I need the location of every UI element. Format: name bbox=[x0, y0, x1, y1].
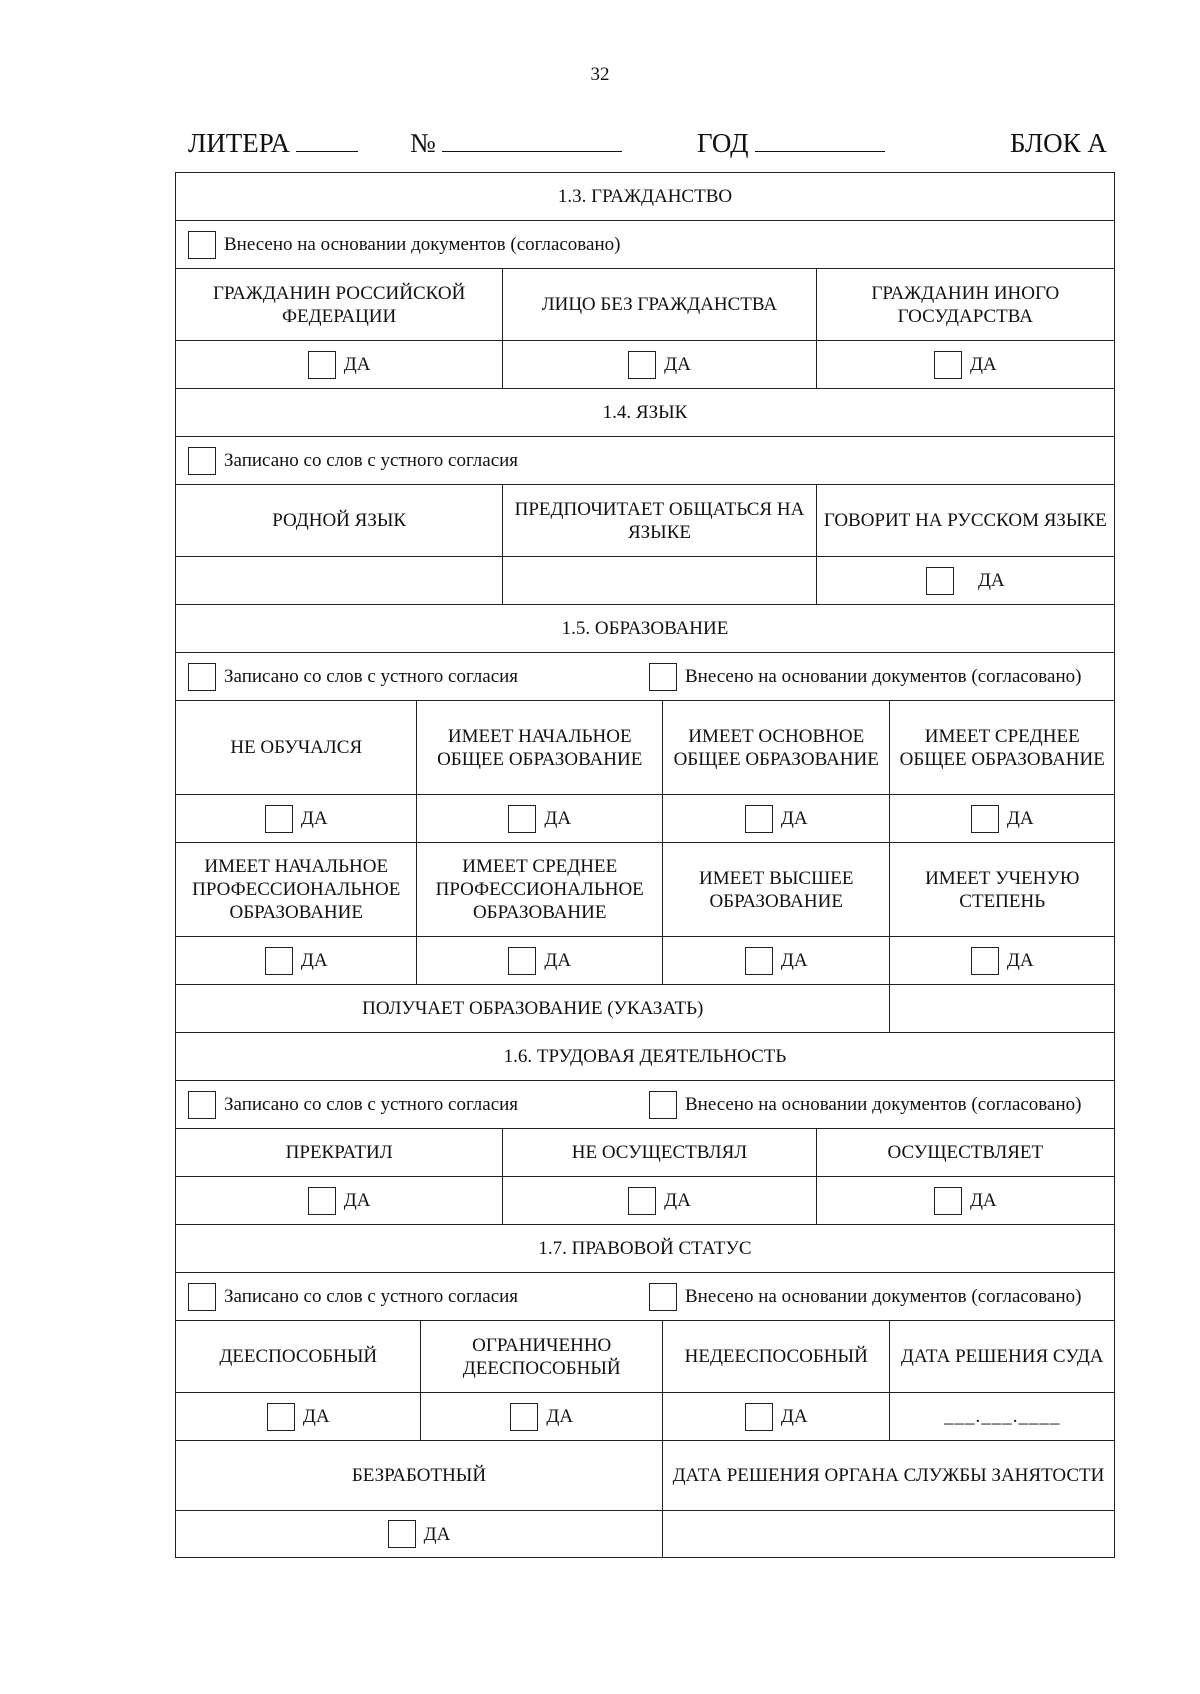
yes-label: ДА bbox=[969, 354, 997, 375]
education-yes-option[interactable] bbox=[176, 937, 417, 984]
legal-status-header-row bbox=[175, 1320, 1115, 1392]
yes-label: ДА bbox=[546, 1406, 574, 1427]
section-title: 1.4. ЯЗЫК bbox=[602, 402, 688, 423]
litera-label: ЛИТЕРА bbox=[188, 128, 290, 158]
section-title: 1.6. ТРУДОВАЯ ДЕЯТЕЛЬНОСТЬ bbox=[503, 1046, 787, 1067]
employment-header-row bbox=[175, 1128, 1115, 1176]
education-yes-option[interactable] bbox=[417, 937, 662, 984]
yes-label: ДА bbox=[664, 354, 691, 375]
checkbox[interactable] bbox=[745, 805, 773, 833]
court-date-input[interactable] bbox=[890, 1393, 1114, 1440]
section-title: 1.3. ГРАЖДАНСТВО bbox=[557, 186, 733, 207]
employed-label: ОСУЩЕСТВЛЯЕТ bbox=[887, 1142, 1044, 1163]
yes-label: ДА bbox=[300, 950, 328, 971]
unemployed-header-row bbox=[175, 1440, 1115, 1510]
year-label: ГОД bbox=[697, 128, 749, 158]
checkbox[interactable] bbox=[308, 1187, 336, 1215]
yes-label: ДА bbox=[977, 570, 1005, 591]
native-language-input[interactable] bbox=[176, 557, 503, 604]
speaks-russian-yes[interactable] bbox=[817, 557, 1114, 604]
year-blank[interactable] bbox=[755, 129, 885, 152]
yes-label: ДА bbox=[1006, 950, 1034, 971]
block-label: БЛОК А bbox=[1010, 128, 1107, 158]
doc-source-checkbox[interactable] bbox=[188, 231, 216, 259]
doc-source-option[interactable] bbox=[649, 1283, 1110, 1311]
oral-source-checkbox[interactable] bbox=[188, 1091, 216, 1119]
doc-source-option[interactable] bbox=[649, 663, 1110, 691]
language-source-row bbox=[175, 436, 1115, 484]
limited-capable-label: ОГРАНИЧЕННО ДЕЕСПОСОБНЫЙ bbox=[421, 1321, 662, 1392]
citizenship-header-row bbox=[175, 268, 1115, 340]
stopped-label: ПРЕКРАТИЛ bbox=[176, 1129, 503, 1176]
checkbox[interactable] bbox=[265, 805, 293, 833]
education-yes-option[interactable] bbox=[890, 937, 1114, 984]
unemployed-label: БЕЗРАБОТНЫЙ bbox=[176, 1441, 663, 1510]
yes-label: ДА bbox=[423, 1523, 451, 1545]
employment-source-row bbox=[175, 1080, 1115, 1128]
education-option-label: ИМЕЕТ НАЧАЛЬНОЕ ОБЩЕЕ ОБРАЗОВАНИЕ bbox=[417, 701, 662, 794]
checkbox[interactable] bbox=[628, 1187, 656, 1215]
oral-source-checkbox[interactable] bbox=[188, 447, 216, 475]
russian-citizen-label: ГРАЖДАНИН РОССИЙСКОЙ ФЕДЕРАЦИИ bbox=[176, 269, 503, 340]
receiving-education-input[interactable] bbox=[890, 985, 1114, 1032]
yes-label: ДА bbox=[544, 950, 572, 971]
number-label: № bbox=[410, 128, 436, 158]
yes-label: ДА bbox=[343, 1190, 371, 1211]
receiving-education-row bbox=[175, 984, 1115, 1032]
checkbox[interactable] bbox=[971, 947, 999, 975]
doc-source-checkbox[interactable] bbox=[649, 1283, 677, 1311]
doc-source-label: Внесено на основании документов (согласовано) bbox=[224, 234, 621, 255]
yes-label: ДА bbox=[302, 1406, 330, 1427]
section-citizenship-title-row bbox=[175, 172, 1115, 220]
yes-label: ДА bbox=[343, 354, 371, 375]
page-number: 32 bbox=[590, 64, 610, 85]
oral-source-option[interactable] bbox=[188, 1283, 649, 1311]
oral-source-checkbox[interactable] bbox=[188, 663, 216, 691]
yes-label: ДА bbox=[780, 808, 808, 829]
checkbox[interactable] bbox=[745, 947, 773, 975]
capable-label: ДЕЕСПОСОБНЫЙ bbox=[176, 1321, 421, 1392]
checkbox[interactable] bbox=[745, 1403, 773, 1431]
doc-source-option[interactable] bbox=[176, 221, 1114, 268]
yes-label: ДА bbox=[544, 808, 572, 829]
section-title: 1.5. ОБРАЗОВАНИЕ bbox=[561, 618, 729, 639]
yes-label: ДА bbox=[1006, 808, 1034, 829]
employment-yes-row bbox=[175, 1176, 1115, 1224]
doc-source-label: Внесено на основании документов (согласовано) bbox=[685, 1286, 1082, 1307]
year-field[interactable] bbox=[697, 128, 885, 159]
checkbox[interactable] bbox=[926, 567, 954, 595]
yes-label: ДА bbox=[780, 1406, 808, 1427]
unemployed-value-row bbox=[175, 1510, 1115, 1558]
section-title: 1.7. ПРАВОВОЙ СТАТУС bbox=[538, 1238, 752, 1259]
checkbox[interactable] bbox=[508, 947, 536, 975]
limited-capable-yes[interactable] bbox=[421, 1393, 662, 1440]
education-yes-row-2 bbox=[175, 936, 1115, 984]
checkbox[interactable] bbox=[628, 351, 656, 379]
education-yes-option[interactable] bbox=[417, 795, 662, 842]
stateless-yes[interactable] bbox=[503, 341, 816, 388]
stateless-label: ЛИЦО БЕЗ ГРАЖДАНСТВА bbox=[503, 269, 816, 340]
education-source-row bbox=[175, 652, 1115, 700]
source-options bbox=[176, 1273, 1114, 1320]
unemployed-yes[interactable] bbox=[176, 1511, 663, 1557]
education-option-label: НЕ ОБУЧАЛСЯ bbox=[176, 701, 417, 794]
education-header-row-2 bbox=[175, 842, 1115, 936]
education-yes-option[interactable] bbox=[890, 795, 1114, 842]
yes-label: ДА bbox=[780, 950, 808, 971]
education-option-label: ИМЕЕТ СРЕДНЕЕ ПРОФЕССИОНАЛЬНОЕ ОБРАЗОВАНИЕ bbox=[417, 843, 662, 936]
checkbox[interactable] bbox=[265, 947, 293, 975]
education-option-label: ИМЕЕТ ОСНОВНОЕ ОБЩЕЕ ОБРАЗОВАНИЕ bbox=[663, 701, 891, 794]
court-date-label: ДАТА РЕШЕНИЯ СУДА bbox=[900, 1346, 1104, 1367]
education-yes-option[interactable] bbox=[663, 937, 891, 984]
legal-status-yes-row bbox=[175, 1392, 1115, 1440]
language-header-row bbox=[175, 484, 1115, 556]
checkbox[interactable] bbox=[508, 805, 536, 833]
foreign-citizen-label: ГРАЖДАНИН ИНОГО ГОСУДАРСТВА bbox=[871, 282, 1060, 327]
litera-blank[interactable] bbox=[296, 129, 358, 152]
yes-label: ДА bbox=[664, 1190, 691, 1211]
litera-field[interactable] bbox=[188, 128, 358, 159]
oral-source-checkbox[interactable] bbox=[188, 1283, 216, 1311]
employment-service-date-input[interactable] bbox=[663, 1511, 1114, 1557]
speaks-russian-label: ГОВОРИТ НА РУССКОМ ЯЗЫКЕ bbox=[823, 510, 1107, 531]
incapable-yes[interactable] bbox=[663, 1393, 891, 1440]
foreign-citizen-yes[interactable] bbox=[817, 341, 1114, 388]
education-yes-option[interactable] bbox=[176, 795, 417, 842]
yes-label: ДА bbox=[300, 808, 328, 829]
education-option-label: ИМЕЕТ НАЧАЛЬНОЕ ПРОФЕССИОНАЛЬНОЕ ОБРАЗОВАНИЕ bbox=[176, 843, 417, 936]
source-options bbox=[176, 653, 1114, 700]
legal-status-source-row bbox=[175, 1272, 1115, 1320]
employed-yes[interactable] bbox=[817, 1177, 1114, 1224]
doc-source-label: Внесено на основании документов (согласовано) bbox=[685, 1094, 1082, 1115]
number-blank[interactable] bbox=[442, 129, 622, 152]
doc-source-checkbox[interactable] bbox=[649, 1091, 677, 1119]
oral-source-option[interactable] bbox=[188, 663, 649, 691]
citizenship-source-row bbox=[175, 220, 1115, 268]
never-worked-label: НЕ ОСУЩЕСТВЛЯЛ bbox=[503, 1129, 816, 1176]
form-header bbox=[0, 128, 1200, 168]
section-employment-title-row bbox=[175, 1032, 1115, 1080]
education-header-row-1 bbox=[175, 700, 1115, 794]
section-legal-status-title-row bbox=[175, 1224, 1115, 1272]
checkbox[interactable] bbox=[971, 805, 999, 833]
oral-source-label: Записано со слов с устного согласия bbox=[224, 450, 519, 471]
checkbox[interactable] bbox=[308, 351, 336, 379]
section-education-title-row bbox=[175, 604, 1115, 652]
preferred-language-label: ПРЕДПОЧИТАЕТ ОБЩАТЬСЯ НА ЯЗЫКЕ bbox=[503, 485, 816, 556]
oral-source-label: Записано со слов с устного согласия bbox=[224, 1094, 519, 1115]
education-option-label: ИМЕЕТ СРЕДНЕЕ ОБЩЕЕ ОБРАЗОВАНИЕ bbox=[899, 725, 1105, 770]
oral-source-label: Записано со слов с устного согласия bbox=[224, 666, 519, 687]
preferred-language-input[interactable] bbox=[503, 557, 816, 604]
education-yes-row-1 bbox=[175, 794, 1115, 842]
oral-source-option[interactable] bbox=[176, 437, 1114, 484]
oral-source-option[interactable] bbox=[188, 1091, 649, 1119]
employment-service-date-label: ДАТА РЕШЕНИЯ ОРГАНА СЛУЖБЫ ЗАНЯТОСТИ bbox=[672, 1465, 1105, 1486]
doc-source-option[interactable] bbox=[649, 1091, 1110, 1119]
doc-source-checkbox[interactable] bbox=[649, 663, 677, 691]
checkbox[interactable] bbox=[510, 1403, 538, 1431]
checkbox[interactable] bbox=[934, 1187, 962, 1215]
doc-source-label: Внесено на основании документов (согласовано) bbox=[685, 666, 1082, 687]
language-value-row bbox=[175, 556, 1115, 604]
receiving-education-label: ПОЛУЧАЕТ ОБРАЗОВАНИЕ (УКАЗАТЬ) bbox=[176, 985, 890, 1032]
capable-yes[interactable] bbox=[176, 1393, 421, 1440]
russian-citizen-yes[interactable] bbox=[176, 341, 503, 388]
source-options bbox=[176, 1081, 1114, 1128]
checkbox[interactable] bbox=[267, 1403, 295, 1431]
native-language-label: РОДНОЙ ЯЗЫК bbox=[176, 485, 503, 556]
oral-source-label: Записано со слов с устного согласия bbox=[224, 1286, 519, 1307]
never-worked-yes[interactable] bbox=[503, 1177, 816, 1224]
stopped-yes[interactable] bbox=[176, 1177, 503, 1224]
yes-label: ДА bbox=[969, 1190, 997, 1211]
number-field[interactable] bbox=[410, 128, 622, 159]
form-table bbox=[175, 172, 1115, 1558]
education-yes-option[interactable] bbox=[663, 795, 891, 842]
education-option-label: ИМЕЕТ ВЫСШЕЕ ОБРАЗОВАНИЕ bbox=[663, 843, 891, 936]
incapable-label: НЕДЕЕСПОСОБНЫЙ bbox=[663, 1321, 891, 1392]
court-date-blank[interactable]: ___.___.____ bbox=[943, 1406, 1061, 1427]
education-option-label: ИМЕЕТ УЧЕНУЮ СТЕПЕНЬ bbox=[925, 867, 1080, 912]
checkbox[interactable] bbox=[934, 351, 962, 379]
section-language-title-row bbox=[175, 388, 1115, 436]
citizenship-yes-row bbox=[175, 340, 1115, 388]
checkbox[interactable] bbox=[388, 1520, 416, 1548]
